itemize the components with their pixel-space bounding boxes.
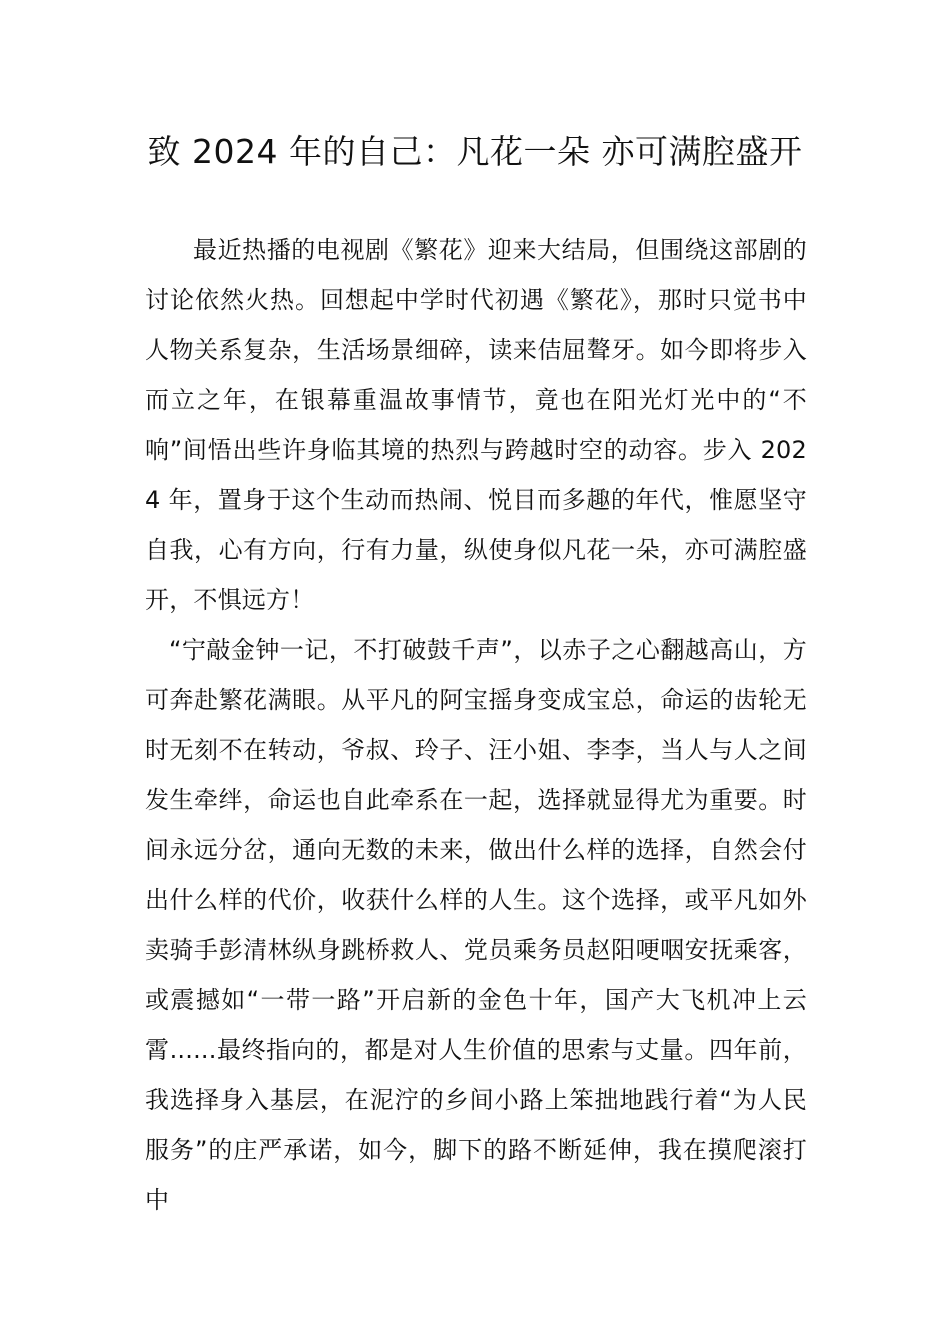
paragraph-1: 最近热播的电视剧《繁花》迎来大结局，但围绕这部剧的讨论依然火热。回想起中学时代初遇《繁花》，那时只觉书中人物关系复杂，生活场景细碎，读来佶屈聱牙。如今即将步入而立之年，在银幕重温故事情节，竟也在阳光灯光中的“不响”间悟出些许身临其境的热烈与跨越时空的动容。步入 2024 年，置身于这个生动而热闹、悦目而多趣的年代，惟愿坚守自我，心有方向，行有力量，纵使身似凡花一朵，亦可满腔盛开，不惧远方！	[145, 236, 807, 614]
document-body	[145, 225, 807, 1225]
document-title: 致 2024 年的自己：凡花一朵 亦可满腔盛开	[147, 132, 803, 171]
paragraph-2: “宁敲金钟一记，不打破鼓千声”，以赤子之心翻越高山，方可奔赴繁花满眼。从平凡的阿宝摇身变成宝总，命运的齿轮无时无刻不在转动，爷叔、玲子、汪小姐、李李，当人与人之间发生牵绊，命运也自此牵系在一起，选择就显得尤为重要。时间永远分岔，通向无数的未来，做出什么样的选择，自然会付出什么样的代价，收获什么样的人生。这个选择，或平凡如外卖骑手彭清林纵身跳桥救人、党员乘务员赵阳哽咽安抚乘客，或震撼如“一带一路”开启新的金色十年，国产大飞机冲上云霄......最终指向的，都是对人生价值的思索与丈量。四年前，我选择身入基层，在泥泞的乡间小路上笨拙地践行着“为人民服务”的庄严承诺，如今，脚下的路不断延伸，我在摸爬滚打中	[145, 636, 807, 1214]
